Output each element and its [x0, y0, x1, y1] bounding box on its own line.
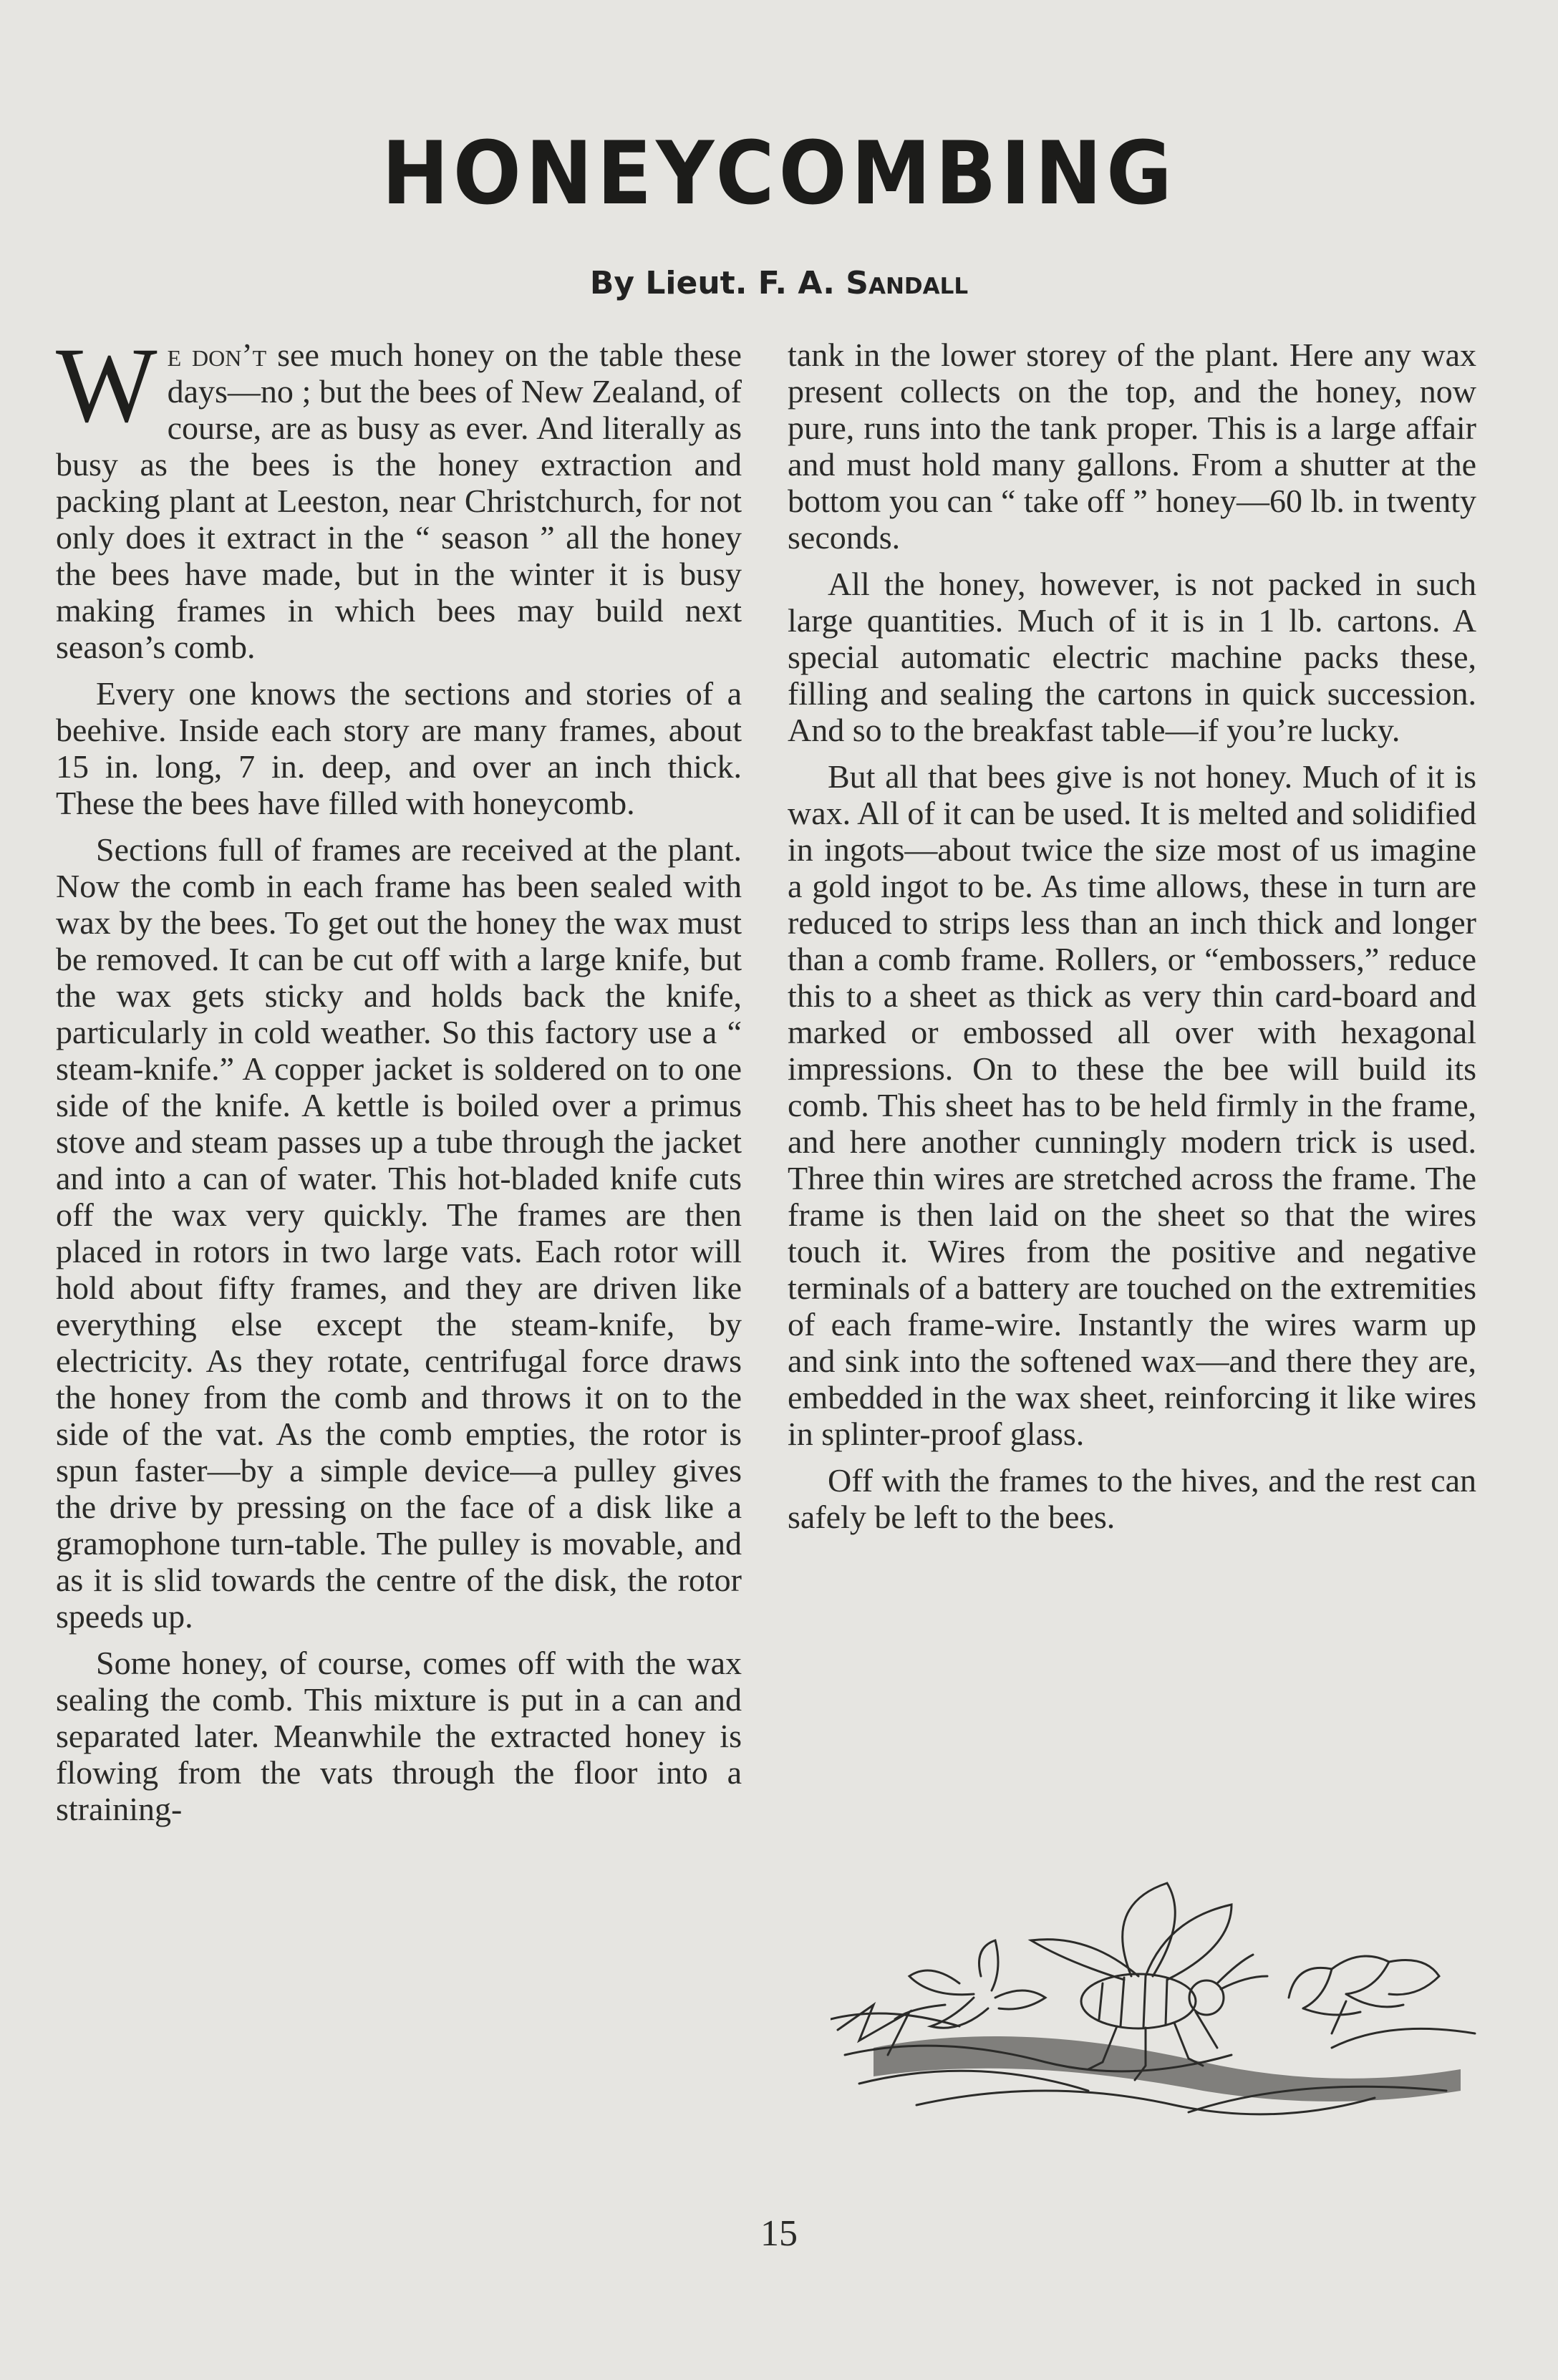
paragraph-1-text: see much honey on the table these days—no ; but the bees of New Zealand, of course, are as busy as ever. And literally as busy as the bees is the honey extraction and packing plant at Leeston, near Christchurch, for not only does it extract in the “ season ” all the honey the bees have made, but in the winter it is busy making frames in which bees may build next season’s comb. [56, 337, 742, 665]
bee-drawing [831, 1876, 1489, 2134]
byline-author: Sandall [846, 265, 969, 301]
paragraph-2: Every one knows the sections and stories of a beehive. Inside each story are many frames, about 15 in. long, 7 in. deep, and over an inch thick. These the bees have filled with honeycomb. [56, 675, 742, 821]
paragraph-1 [56, 326, 742, 665]
right-column [788, 337, 1476, 1545]
bee-on-flowers-icon [831, 1876, 1489, 2134]
paragraph-7: Off with the frames to the hives, and the rest can safely be left to the bees. [788, 1462, 1476, 1535]
paragraph-3: Sections full of frames are received at the plant. Now the comb in each frame has been sealed with wax by the bees. To get out the honey the wax must be removed. It can be cut off with a large knife, but the wax gets sticky and holds back the knife, particularly in cold weather. So this factory use a “ steam-knife.” A copper jacket is soldered on to one side of the knife. A kettle is boiled over a primus stove and steam passes up a tube through the jacket and into a can of water. This hot-bladed knife cuts off the wax very quickly. The frames are then placed in rotors in two large vats. Each rotor will hold about fifty frames, and they are driven like everything else except the steam-knife, by electricity. As they rotate, centrifugal force draws the honey from the comb and throws it on to the side of the vat. As the comb empties, the rotor is spun faster—by a simple device—a pulley gives the drive by pressing on the face of a disk like a gramophone turn-table. The pulley is movable, and as it is slid towards the centre of the disk, the rotor speeds up. [56, 831, 742, 1635]
opening-smallcaps: e don’t [167, 337, 267, 373]
drop-cap: W [56, 326, 158, 445]
page-number: 15 [760, 2213, 798, 2254]
paragraph-5: All the honey, however, is not packed in such large quantities. Much of it is in 1 lb. cartons. A special automatic electric machine packs these, filling and sealing the cartons in quick succession. And so to the breakfast table—if you’re lucky. [788, 566, 1476, 748]
paragraph-6: But all that bees give is not honey. Much of it is wax. All of it can be used. It is melted and solidified in ingots—about twice the size most of us imagine a gold ingot to be. As time allows, these in turn are reduced to strips less than an inch thick and longer than a comb frame. Rollers, or “embossers,” reduce this to a sheet as thick as very thin card-board and marked or embossed all over with hexagonal impressions. On to these the bee will build its comb. This sheet has to be held firmly in the frame, and here another cunningly modern trick is used. Three thin wires are stretched across the frame. The frame is then laid on the sheet so that the wires touch it. Wires from the positive and negative terminals of a battery are touched on the extremities of each frame-wire. Instantly the wires warm up and sink into the softened wax—and there they are, embedded in the wax sheet, reinforcing it like wires in splinter-proof glass. [788, 758, 1476, 1452]
byline [0, 265, 1558, 301]
byline-prefix: By Lieut. F. A. [589, 265, 846, 301]
article-title: HONEYCOMBING [382, 123, 1176, 225]
paragraph-4: Some honey, of course, comes off with the wax sealing the comb. This mixture is put in a can and separated later. Meanwhile the extracted honey is flowing from the vats through the floor into a straining- [56, 1645, 742, 1827]
left-column [56, 326, 742, 1837]
paragraph-continued: tank in the lower storey of the plant. Here any wax present collects on the top, and the honey, now pure, runs into the tank proper. This is a large affair and must hold many gallons. From a shutter at the bottom you can “ take off ” honey—60 lb. in twenty seconds. [788, 337, 1476, 556]
